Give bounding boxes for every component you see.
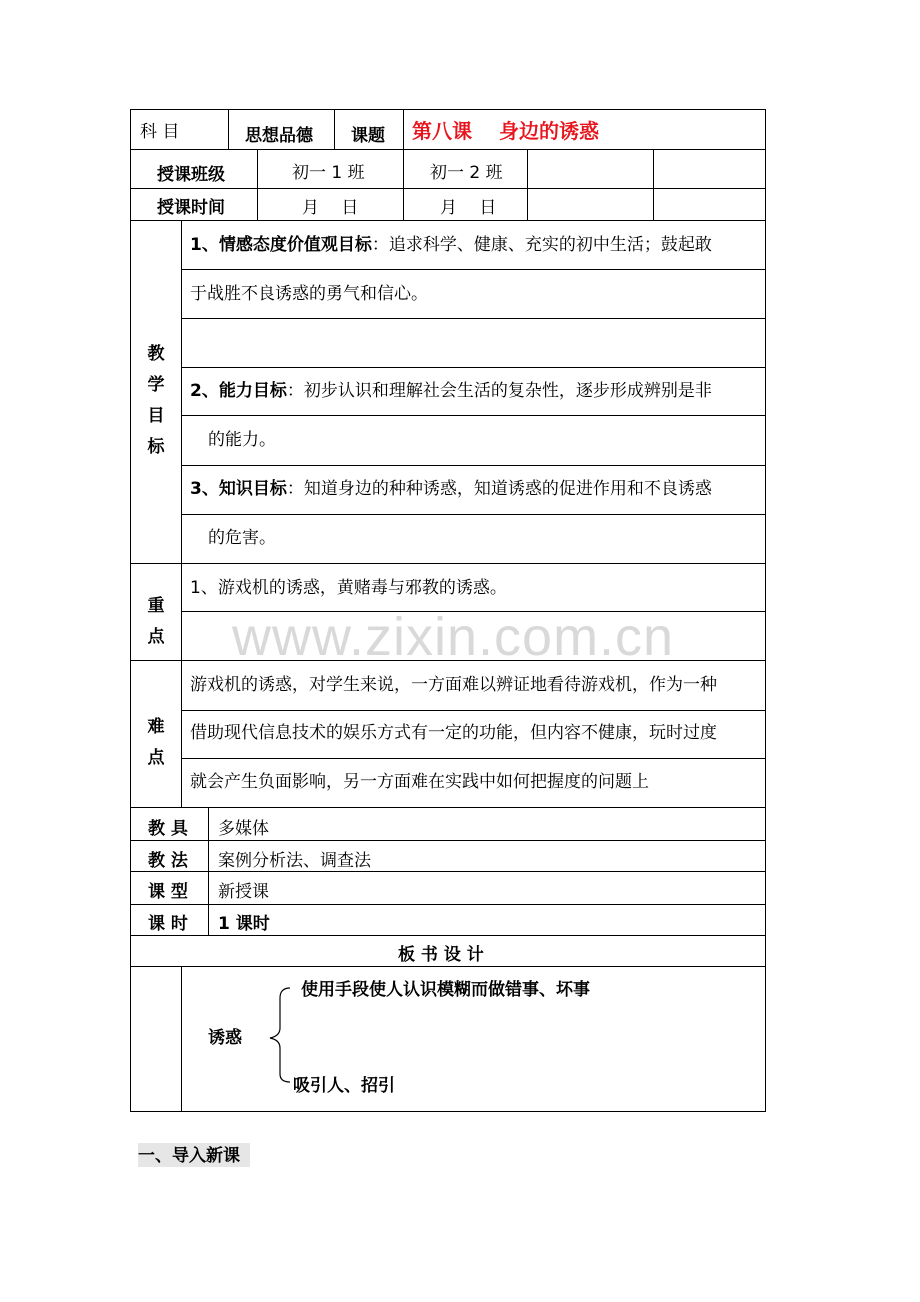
goals-label-char: 目 bbox=[147, 406, 165, 426]
goal-1-line-2: 于战胜不良诱惑的勇气和信心。 bbox=[190, 284, 428, 304]
class-label: 授课班级 bbox=[157, 165, 225, 185]
watermark: www.zixin.com.cn bbox=[232, 607, 675, 667]
goals-label-char: 标 bbox=[147, 437, 165, 457]
goals-label-char: 教 bbox=[147, 344, 165, 364]
class-1: 初一 1 班 bbox=[292, 163, 365, 183]
topic-label: 课题 bbox=[351, 126, 385, 146]
board-root: 诱惑 bbox=[208, 1028, 242, 1048]
time-2: 月 日 bbox=[440, 198, 497, 218]
goal-3-line-2: 的危害。 bbox=[208, 528, 276, 548]
time-1: 月 日 bbox=[302, 198, 359, 218]
goal-2-title: 2、能力目标 bbox=[190, 381, 287, 401]
key-label-char: 重 bbox=[147, 596, 165, 616]
difficulty-label-char: 难 bbox=[147, 717, 165, 737]
goal-3-line-1 bbox=[190, 479, 712, 499]
goal-1-line-1 bbox=[190, 235, 712, 255]
periods-label: 课 时 bbox=[148, 914, 188, 934]
methods-value: 案例分析法、调查法 bbox=[218, 851, 371, 871]
tools-label: 教 具 bbox=[148, 819, 188, 839]
difficulty-line-1: 游戏机的诱惑，对学生来说，一方面难以辨证地看待游戏机，作为一种 bbox=[190, 675, 717, 695]
section-heading: 一、导入新课 bbox=[138, 1146, 240, 1166]
goal-3-title: 3、知识目标 bbox=[190, 479, 287, 499]
lesson-title: 第八课 身边的诱惑 bbox=[412, 119, 599, 143]
goal-1-title: 1、情感态度价值观目标 bbox=[190, 235, 372, 255]
key-point-line-1: 1、游戏机的诱惑，黄赌毒与邪教的诱惑。 bbox=[190, 578, 507, 598]
subject-label: 科 目 bbox=[140, 122, 180, 142]
time-label: 授课时间 bbox=[157, 198, 225, 218]
difficulty-line-3: 就会产生负面影响，另一方面难在实践中如何把握度的问题上 bbox=[190, 772, 649, 792]
board-branch-1: 使用手段使人认识模糊而做错事、坏事 bbox=[301, 980, 590, 1000]
board-design-title: 板 书 设 计 bbox=[398, 945, 484, 965]
difficulty-line-2: 借助现代信息技术的娱乐方式有一定的功能，但内容不健康，玩时过度 bbox=[190, 723, 717, 743]
difficulty-label-char: 点 bbox=[147, 748, 165, 768]
goal-3-text: ：知道身边的种种诱惑，知道诱惑的促进作用和不良诱惑 bbox=[286, 479, 712, 499]
methods-label: 教 法 bbox=[148, 851, 188, 871]
tools-value: 多媒体 bbox=[218, 819, 269, 839]
key-label-char: 点 bbox=[147, 627, 165, 647]
goal-2-text: ：初步认识和理解社会生活的复杂性，逐步形成辨别是非 bbox=[286, 381, 712, 401]
brace-icon bbox=[262, 984, 302, 1084]
goal-2-line-1 bbox=[190, 381, 712, 401]
periods-value: 1 课时 bbox=[218, 914, 270, 934]
goals-label-char: 学 bbox=[147, 375, 165, 395]
subject-value: 思想品德 bbox=[245, 126, 313, 146]
goal-1-text: ：追求科学、健康、充实的初中生活；鼓起敢 bbox=[371, 235, 712, 255]
lesson-type-label: 课 型 bbox=[148, 882, 188, 902]
class-2: 初一 2 班 bbox=[430, 163, 503, 183]
lesson-type-value: 新授课 bbox=[218, 882, 269, 902]
board-branch-2: 吸引人、招引 bbox=[293, 1076, 395, 1096]
goal-2-line-2: 的能力。 bbox=[208, 430, 276, 450]
